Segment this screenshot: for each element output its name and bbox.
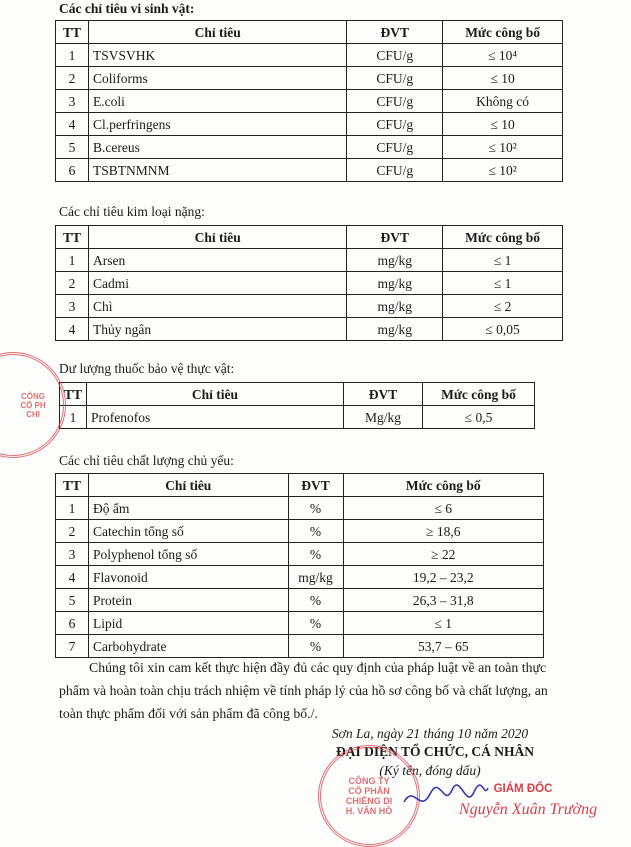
table-cell: % (288, 612, 343, 635)
table-cell: Chì (88, 295, 346, 318)
table-cell: % (288, 497, 343, 520)
table-cell: Cadmi (88, 272, 346, 295)
table-cell: TSBTNMNM (88, 159, 346, 182)
column-header: ĐVT (288, 474, 343, 497)
table-row (56, 295, 563, 318)
metals-table (55, 225, 563, 341)
table-cell: 1 (56, 249, 89, 272)
column-header: Chỉ tiêu (87, 383, 344, 406)
table-cell: Không có (443, 90, 563, 113)
table-cell: 3 (56, 90, 89, 113)
table-cell: CFU/g (347, 67, 443, 90)
table-cell: CFU/g (347, 136, 443, 159)
table-cell: ≥ 18,6 (343, 520, 543, 543)
column-header: TT (60, 383, 87, 406)
table-row (56, 566, 544, 589)
column-header: Mức công bố (423, 383, 535, 406)
table-cell: 3 (56, 543, 89, 566)
table-row (56, 497, 544, 520)
table-cell: ≤ 2 (443, 295, 563, 318)
micro-table (55, 20, 563, 182)
table-cell: ≤ 1 (443, 249, 563, 272)
table-cell: Arsen (88, 249, 346, 272)
table-cell: CFU/g (347, 90, 443, 113)
table-cell: ≤ 10 (443, 113, 563, 136)
column-header: Mức công bố (443, 226, 563, 249)
table-row (60, 406, 535, 429)
table-cell: 3 (56, 295, 89, 318)
column-header: ĐVT (347, 226, 443, 249)
table-cell: CFU/g (347, 44, 443, 67)
table-header-row (56, 474, 544, 497)
table-cell: Độ ẩm (88, 497, 288, 520)
table-cell: Polyphenol tổng số (88, 543, 288, 566)
table-cell: Profenofos (87, 406, 344, 429)
column-header: ĐVT (347, 21, 443, 44)
table-cell: 7 (56, 635, 89, 658)
table-cell: Carbohydrate (88, 635, 288, 658)
column-header: Mức công bố (343, 474, 543, 497)
signature-note: (Ký tên, đóng dấu) (379, 763, 481, 778)
table-cell: Cl.perfringens (88, 113, 346, 136)
table-row (56, 159, 563, 182)
table-cell: 4 (56, 566, 89, 589)
table-cell: ≤ 0,05 (443, 318, 563, 341)
table-row (56, 272, 563, 295)
director-name: Nguyễn Xuân Trường (458, 801, 598, 818)
table-cell: % (288, 520, 343, 543)
column-header: Chỉ tiêu (88, 474, 288, 497)
table-row (56, 136, 563, 159)
table-cell: Catechin tổng số (88, 520, 288, 543)
partial-stamp: CÔNG CỔ PH CHI (0, 352, 66, 458)
table-cell: 4 (56, 113, 89, 136)
table-cell: 5 (56, 589, 89, 612)
table-cell: B.cereus (88, 136, 346, 159)
table-cell: ≤ 10² (443, 136, 563, 159)
table-row (56, 90, 563, 113)
table-row (56, 520, 544, 543)
table-cell: CFU/g (347, 113, 443, 136)
table-row (56, 612, 544, 635)
table-cell: mg/kg (347, 295, 443, 318)
quality-heading: Các chỉ tiêu chất lượng chủ yếu: (59, 453, 234, 468)
pesticide-table (59, 382, 535, 429)
table-cell: mg/kg (288, 566, 343, 589)
table-cell: mg/kg (347, 249, 443, 272)
quality-table (55, 473, 544, 658)
table-cell: % (288, 543, 343, 566)
table-cell: 5 (56, 136, 89, 159)
column-header: ĐVT (343, 383, 422, 406)
column-header: TT (56, 474, 89, 497)
table-cell: Protein (88, 589, 288, 612)
signature-title: ĐẠI DIỆN TỔ CHỨC, CÁ NHÂN (335, 744, 534, 759)
table-cell: ≤ 1 (343, 612, 543, 635)
table-cell: 26,3 – 31,8 (343, 589, 543, 612)
table-cell: 6 (56, 159, 89, 182)
table-cell: ≤ 10² (443, 159, 563, 182)
table-cell: 2 (56, 272, 89, 295)
company-stamp: CÔNG TY CỔ PHẦN CHIỀNG DI H. VÂN HỒ (318, 745, 420, 847)
table-row (56, 543, 544, 566)
micro-heading: Các chỉ tiêu vi sinh vật: (59, 1, 195, 16)
column-header: Chỉ tiêu (88, 226, 346, 249)
table-cell: TSVSVHK (88, 44, 346, 67)
column-header: Mức công bố (443, 21, 563, 44)
table-header-row (56, 21, 563, 44)
metals-heading: Các chỉ tiêu kim loại nặng: (59, 204, 205, 219)
table-cell: Coliforms (88, 67, 346, 90)
table-cell: E.coli (88, 90, 346, 113)
table-cell: ≥ 22 (343, 543, 543, 566)
director-position: GIÁM ĐỐC (493, 783, 553, 795)
pesticide-heading: Dư lượng thuốc bảo vệ thực vật: (59, 361, 235, 376)
table-cell: % (288, 635, 343, 658)
table-cell: Thủy ngân (88, 318, 346, 341)
table-cell: ≤ 1 (443, 272, 563, 295)
table-cell: CFU/g (347, 159, 443, 182)
table-row (56, 318, 563, 341)
table-row (56, 44, 563, 67)
table-header-row (56, 226, 563, 249)
column-header: Chỉ tiêu (88, 21, 346, 44)
table-row (56, 113, 563, 136)
table-cell: Mg/kg (343, 406, 422, 429)
table-row (56, 249, 563, 272)
table-row (56, 589, 544, 612)
column-header: TT (56, 21, 89, 44)
table-cell: 1 (60, 406, 87, 429)
table-cell: 53,7 – 65 (343, 635, 543, 658)
table-cell: ≤ 6 (343, 497, 543, 520)
table-cell: 1 (56, 497, 89, 520)
table-cell: 2 (56, 520, 89, 543)
table-cell: mg/kg (347, 318, 443, 341)
table-cell: 6 (56, 612, 89, 635)
table-cell: 2 (56, 67, 89, 90)
table-cell: Lipid (88, 612, 288, 635)
table-cell: ≤ 0,5 (423, 406, 535, 429)
place-date: Sơn La, ngày 21 tháng 10 năm 2020 (331, 726, 529, 741)
table-cell: ≤ 10⁴ (443, 44, 563, 67)
table-cell: ≤ 10 (443, 67, 563, 90)
column-header: TT (56, 226, 89, 249)
table-cell: % (288, 589, 343, 612)
table-row (56, 67, 563, 90)
table-row (56, 635, 544, 658)
table-cell: Flavonoid (88, 566, 288, 589)
commitment-paragraph: Chúng tôi xin cam kết thực hiện đầy đủ các quy định của pháp luật về an toàn thực phẩm và hoàn toàn chịu trách nhiệm về tính pháp lý của hồ sơ công bố và chất lượng, an toàn thực phẩm đối với sản phẩm đã công bố./. (59, 660, 548, 721)
table-header-row (60, 383, 535, 406)
table-cell: 19,2 – 23,2 (343, 566, 543, 589)
table-cell: 4 (56, 318, 89, 341)
table-cell: 1 (56, 44, 89, 67)
table-cell: mg/kg (347, 272, 443, 295)
